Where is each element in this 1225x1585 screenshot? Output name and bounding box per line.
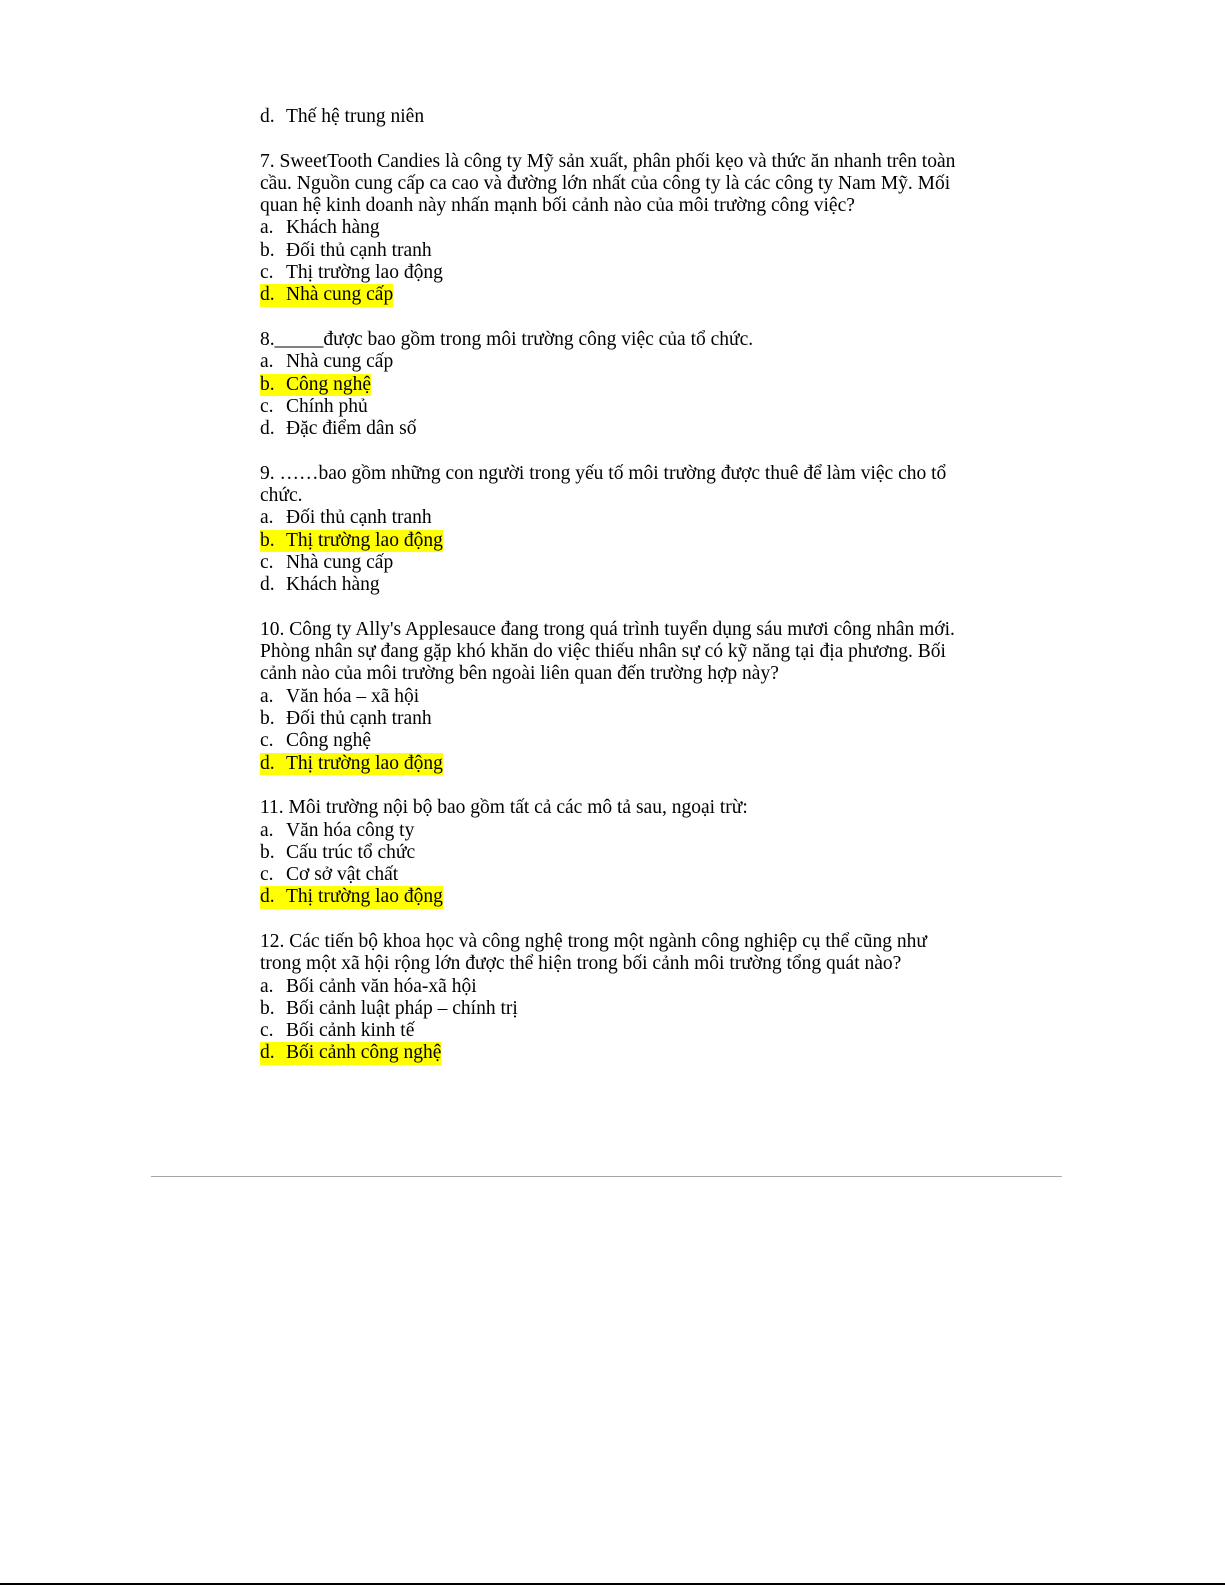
option-letter: c. [260, 395, 274, 417]
option-text: Văn hóa công ty [286, 819, 415, 841]
question-text: 11. Môi trường nội bộ bao gồm tất cả các mô tả sau, ngoại trừ: [260, 797, 748, 819]
option-text: Đối thủ cạnh tranh [286, 708, 432, 730]
option-text: Chính phủ [286, 395, 368, 417]
option-text: Thị trường lao động [286, 886, 443, 908]
option-a [260, 820, 960, 842]
option-a [260, 976, 960, 998]
option-text: Cơ sở vật chất [286, 864, 399, 886]
option-b [260, 998, 960, 1020]
option-b [260, 374, 960, 396]
option-letter: d. [260, 752, 275, 774]
option-letter: b. [260, 708, 275, 730]
option-c [260, 262, 960, 284]
option-d [260, 753, 960, 775]
option-letter: a. [260, 507, 274, 529]
option-text: Bối cảnh văn hóa-xã hội [286, 975, 477, 997]
option-text: Bối cảnh công nghệ [286, 1042, 442, 1064]
question-10 [260, 619, 960, 775]
option-letter: b. [260, 373, 275, 395]
option-text: Thị trường lao động [286, 529, 443, 551]
option-text: Công nghệ [286, 730, 372, 752]
option-letter: a. [260, 685, 274, 707]
option-c [260, 396, 960, 418]
option-d [260, 574, 960, 596]
question-9 [260, 463, 960, 597]
option-letter: d. [260, 418, 275, 440]
option-text: Khách hàng [286, 574, 380, 596]
question-text: 12. Các tiến bộ khoa học và công nghệ trong một ngành công nghiệp cụ thể cũng như trong một xã hội rộng lớn được thể hiện trong bối cảnh môi trường tổng quát nào? [260, 930, 927, 975]
question-12 [260, 931, 960, 1065]
option-b [260, 240, 960, 262]
option-text: Thị trường lao động [286, 262, 443, 284]
option-text: Cấu trúc tổ chức [286, 841, 416, 863]
option-d [260, 886, 960, 908]
option-d [260, 284, 960, 306]
option-b [260, 842, 960, 864]
option-letter: d. [260, 106, 275, 127]
option-a [260, 217, 960, 239]
document-page [260, 106, 960, 1087]
option-letter: a. [260, 217, 274, 239]
option-text: Đối thủ cạnh tranh [286, 507, 432, 529]
question-8 [260, 329, 960, 440]
option-letter: c. [260, 262, 274, 284]
option-c [260, 730, 960, 752]
option-text: Nhà cung cấp [286, 351, 394, 373]
option-b [260, 708, 960, 730]
question-text: 8._____được bao gồm trong môi trường công việc của tổ chức. [260, 328, 754, 350]
option-letter: c. [260, 1020, 274, 1042]
question-text: 9. ……bao gồm những con người trong yếu tố môi trường được thuê để làm việc cho tổ chức. [260, 462, 947, 507]
page-divider [151, 1176, 1062, 1177]
option-letter: d. [260, 284, 275, 306]
option-text: Nhà cung cấp [286, 284, 394, 306]
option-letter: a. [260, 819, 274, 841]
option-letter: b. [260, 239, 275, 261]
option-letter: d. [260, 574, 275, 596]
option-letter: d. [260, 1042, 275, 1064]
option-text: Đặc điểm dân số [286, 418, 417, 440]
option-a [260, 686, 960, 708]
option-text: Bối cảnh kinh tế [286, 1020, 415, 1042]
option-a [260, 507, 960, 529]
option-c [260, 1020, 960, 1042]
option-text: Đối thủ cạnh tranh [286, 239, 432, 261]
option-letter: c. [260, 551, 274, 573]
option-letter: a. [260, 351, 274, 373]
option-letter: c. [260, 864, 274, 886]
option-d [260, 418, 960, 440]
option-letter: b. [260, 529, 275, 551]
option-letter: b. [260, 997, 275, 1019]
option-c [260, 864, 960, 886]
option-b [260, 530, 960, 552]
option-letter: c. [260, 730, 274, 752]
option-text: Thị trường lao động [286, 752, 443, 774]
option-d [260, 1042, 960, 1064]
option-letter: a. [260, 975, 274, 997]
option-letter: b. [260, 841, 275, 863]
option-text: Thế hệ trung niên [286, 106, 425, 127]
question-text: 7. SweetTooth Candies là công ty Mỹ sản xuất, phân phối kẹo và thức ăn nhanh trên toàn cầu. Nguồn cung cấp ca cao và đường lớn nhất của công ty là các công ty Nam Mỹ. Mối quan hệ kinh doanh này nhấn mạnh bối cảnh nào của môi trường công việc? [260, 150, 956, 217]
leading-option [260, 106, 960, 128]
option-text: Công nghệ [286, 373, 372, 395]
question-7 [260, 151, 960, 307]
option-a [260, 351, 960, 373]
option-text: Bối cảnh luật pháp – chính trị [286, 997, 518, 1019]
option-letter: d. [260, 886, 275, 908]
question-11 [260, 797, 960, 908]
question-text: 10. Công ty Ally's Applesauce đang trong quá trình tuyển dụng sáu mươi công nhân mới. Phòng nhân sự đang gặp khó khăn do việc thiếu nhân sự có kỹ năng tại địa phương. Bối cảnh nào của môi trường bên ngoài liên quan đến trường hợp này? [260, 618, 955, 685]
option-text: Nhà cung cấp [286, 551, 394, 573]
option-text: Văn hóa – xã hội [286, 685, 420, 707]
option-text: Khách hàng [286, 217, 380, 239]
option-c [260, 552, 960, 574]
